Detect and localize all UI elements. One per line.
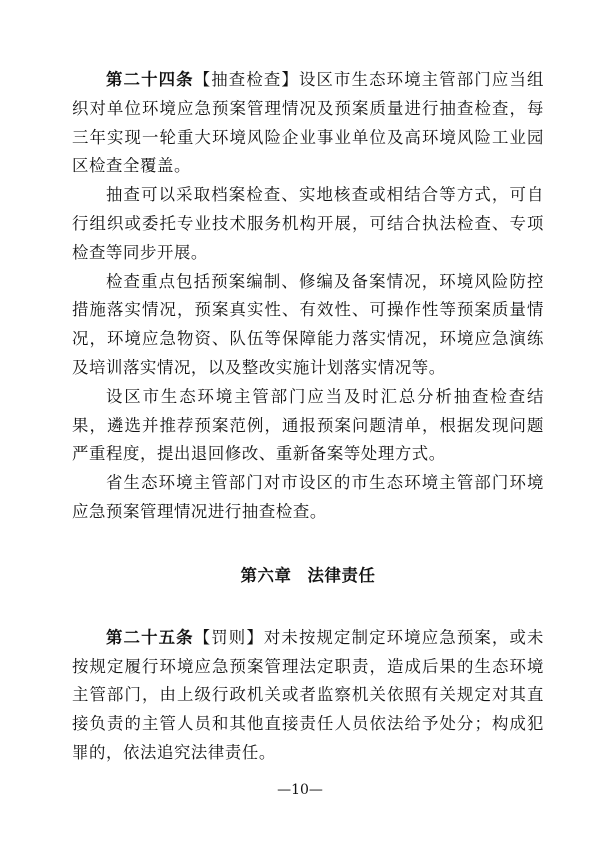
document-body bbox=[72, 66, 544, 768]
paragraph-provincial-check: 省生态环境主管部门对市设区的市生态环境主管部门环境应急预案管理情况进行抽查检查。 bbox=[72, 473, 544, 521]
article-25-number: 第二十五条 bbox=[106, 627, 194, 647]
paragraph-result-analysis: 设区市生态环境主管部门应当及时汇总分析抽查检查结果，遴选并推荐预案范例，通报预案问题清单，根据发现问题严重程度，提出退回修改、重新备案等处理方式。 bbox=[72, 386, 544, 464]
article-24-body: 设区市生态环境主管部门应当组织对单位环境应急预案管理情况及预案质量进行抽查检查，每三年实现一轮重大环境风险企业事业单位及高环境风险工业园区检查全覆盖。 bbox=[72, 70, 544, 176]
chapter-number: 第六章 bbox=[240, 565, 292, 585]
article-25-heading: 【罚则】 bbox=[193, 627, 264, 647]
chapter-title: 法律责任 bbox=[307, 565, 376, 585]
article-24-paragraph bbox=[72, 66, 544, 181]
paragraph-inspection-focus: 检查重点包括预案编制、修编及备案情况，环境风险防控措施落实情况，预案真实性、有效性、可操作性等预案质量情况，环境应急物资、队伍等保障能力落实情况，环境应急演练及培训落实情况，以及整改实施计划落实情况等。 bbox=[72, 271, 544, 377]
article-25-body: 对未按规定制定环境应急预案，或未按规定履行环境应急预案管理法定职责，造成后果的生态环境主管部门，由上级行政机关或者监察机关依照有关规定对其直接负责的主管人员和其他直接责任人员依法给予处分；构成犯罪的，依法追究法律责任。 bbox=[72, 627, 545, 762]
paragraph-sampling-methods: 抽查可以采取档案检查、实地核查或相结合等方式，可自行组织或委托专业技术服务机构开展，可结合执法检查、专项检查等同步开展。 bbox=[72, 185, 544, 262]
article-24-number: 第二十四条 bbox=[106, 70, 194, 89]
chapter-heading bbox=[72, 562, 544, 590]
article-25-paragraph bbox=[72, 624, 544, 768]
article-24-heading: 【抽查检查】 bbox=[193, 70, 299, 89]
page-number: —10— bbox=[277, 782, 323, 798]
